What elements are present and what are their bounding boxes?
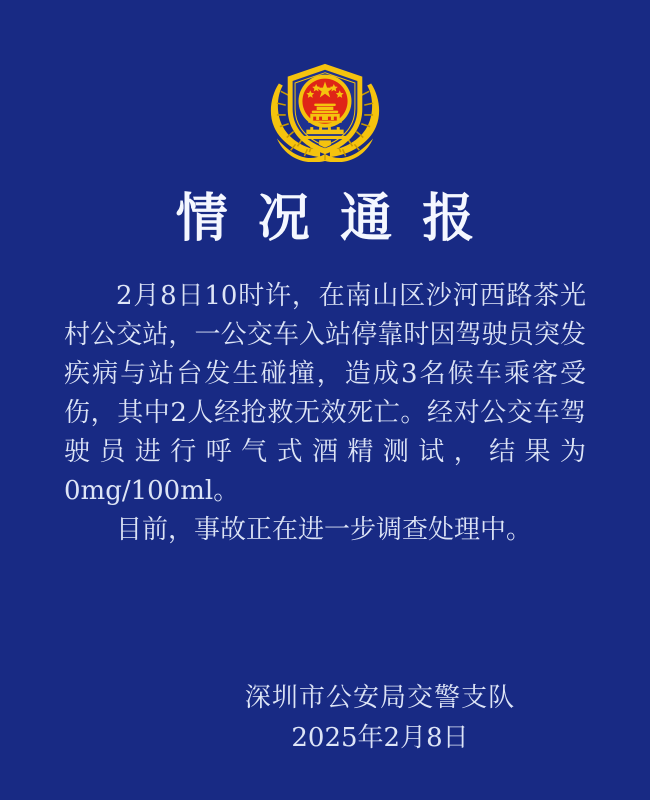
emblem-container — [0, 0, 650, 162]
issuing-authority: 深圳市公安局交警支队 — [244, 683, 516, 714]
notice-paragraph-1: 2月8日10时许，在南山区沙河西路茶光村公交站，一公交车入站停靠时因驾驶员突发疾病与站台发生碰撞，造成3名候车乘客受伤，其中2人经抢救无效死亡。经对公交车驾驶员进行呼气式酒精测试，结果为0mg/100ml。 — [64, 281, 586, 507]
signature-block — [55, 678, 650, 758]
notice-paragraph-2: 目前，事故正在进一步调查处理中。 — [116, 515, 533, 546]
notice-date: 2025年2月8日 — [291, 723, 469, 754]
police-badge-icon — [264, 58, 386, 162]
notice-body — [0, 277, 650, 550]
notice-title: 情况通报 — [175, 188, 505, 249]
